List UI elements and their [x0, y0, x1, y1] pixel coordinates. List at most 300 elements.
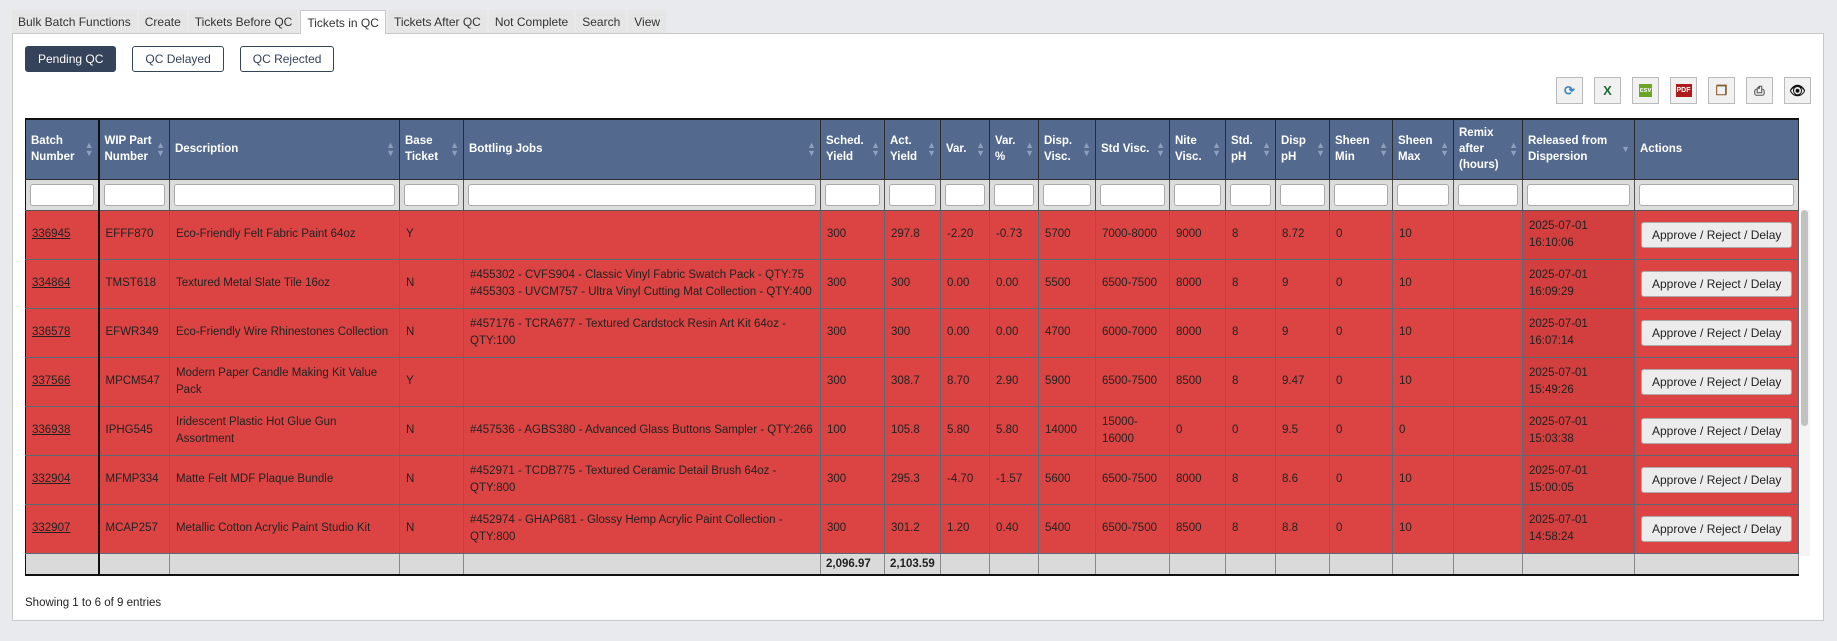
cell-value: 8000	[1176, 326, 1202, 338]
cell-value: Y	[406, 375, 414, 387]
pending-qc-button[interactable]: Pending QC	[25, 46, 116, 72]
column-header-sched-yield[interactable]	[821, 119, 885, 179]
cell-value: MFMP334	[105, 473, 159, 485]
cell-sheen-max	[1393, 455, 1454, 504]
cell-released-from-dispersion	[1523, 455, 1635, 504]
cell-value: Textured Metal Slate Tile 16oz	[176, 277, 331, 289]
cell-bottling-jobs	[464, 308, 821, 357]
cell-std-visc	[1096, 357, 1170, 406]
cell-value: 8	[1232, 375, 1239, 387]
filter-cell	[1330, 179, 1393, 210]
cell-sheen-min	[1330, 455, 1393, 504]
cell-std-ph	[1226, 259, 1276, 308]
column-header-sheen-min[interactable]	[1330, 119, 1393, 179]
cell-actions	[1635, 210, 1799, 259]
cell-batch-number	[26, 406, 99, 455]
sort-icon: ▲ ▼	[1262, 140, 1271, 159]
cell-value: 308.7	[891, 375, 920, 387]
sort-icon: ▲ ▼	[1316, 140, 1325, 159]
refresh-icon: ⟳	[1564, 82, 1575, 98]
cell-base-ticket	[400, 357, 464, 406]
cell-std-visc	[1096, 406, 1170, 455]
cell-released-from-dispersion	[1523, 308, 1635, 357]
cell-batch-number	[26, 357, 99, 406]
cell-base-ticket	[400, 406, 464, 455]
filter-cell	[1276, 179, 1330, 210]
batch-number-link[interactable]: 332907	[32, 522, 71, 534]
qc-rejected-button[interactable]: QC Rejected	[240, 46, 335, 72]
cell-released-from-dispersion	[1523, 259, 1635, 308]
footer-cell	[990, 553, 1039, 575]
cell-value: 8.72	[1282, 228, 1305, 240]
column-label: Sheen Min	[1335, 135, 1370, 164]
cell-value: 0	[1336, 228, 1343, 240]
tab-view[interactable]: View	[628, 10, 666, 33]
cell-value: 0.00	[996, 277, 1019, 289]
cell-value: 0	[1336, 375, 1343, 387]
cell-actions	[1635, 406, 1799, 455]
column-header-std-visc[interactable]	[1096, 119, 1170, 179]
cell-sheen-max	[1393, 259, 1454, 308]
cell-value: 2025-07-01 14:58:24	[1529, 513, 1588, 543]
tab-bulk-batch-functions[interactable]: Bulk Batch Functions	[12, 10, 137, 33]
column-header-released-from-dispersion[interactable]	[1523, 119, 1635, 179]
qc-delayed-button[interactable]: QC Delayed	[132, 46, 223, 72]
column-header-bottling-jobs[interactable]	[464, 119, 821, 179]
batch-number-link[interactable]: 332904	[32, 473, 71, 485]
cell-nite-visc	[1170, 406, 1226, 455]
filter-std-visc-input[interactable]	[1100, 184, 1165, 206]
column-header-std-ph[interactable]	[1226, 119, 1276, 179]
cell-std-ph	[1226, 357, 1276, 406]
cell-nite-visc	[1170, 210, 1226, 259]
filter-cell	[990, 179, 1039, 210]
eye-button[interactable]	[1784, 77, 1811, 104]
approve-reject-delay-button[interactable]: Approve / Reject / Delay	[1641, 271, 1792, 297]
column-header-wip-part-number[interactable]	[99, 119, 170, 179]
copy-button[interactable]	[1708, 77, 1735, 104]
column-header-act-yield[interactable]	[885, 119, 941, 179]
sort-icon: ▲ ▼	[1509, 140, 1518, 159]
cell-value: 0.40	[996, 522, 1019, 534]
filter-bottling-jobs-input[interactable]	[468, 184, 816, 206]
column-label: Batch Number	[31, 135, 75, 164]
cell-value: 5.80	[996, 424, 1019, 436]
cell-value: 9	[1282, 326, 1289, 338]
cell-var	[941, 357, 990, 406]
cell-actions	[1635, 308, 1799, 357]
footer-cell	[941, 553, 990, 575]
filter-disp-ph-input[interactable]	[1280, 184, 1325, 206]
cell-act-yield	[885, 455, 941, 504]
column-header-disp-ph[interactable]	[1276, 119, 1330, 179]
cell-released-from-dispersion	[1523, 504, 1635, 553]
cell-value: 10	[1399, 326, 1412, 338]
cell-value: 8	[1232, 326, 1239, 338]
cell-value: N	[406, 522, 415, 534]
column-label: Bottling Jobs	[469, 143, 543, 156]
cell-sched-yield	[821, 210, 885, 259]
cell-value: 10	[1399, 522, 1412, 534]
column-header-var[interactable]	[990, 119, 1039, 179]
cell-sched-yield	[821, 406, 885, 455]
batch-number-link[interactable]: 334864	[32, 277, 71, 289]
cell-value: EFWR349	[105, 326, 159, 338]
cell-bottling-jobs	[464, 406, 821, 455]
cell-value: Matte Felt MDF Plaque Bundle	[176, 473, 334, 485]
cell-act-yield	[885, 308, 941, 357]
column-label: Actions	[1640, 143, 1683, 156]
filter-batch-number-input[interactable]	[30, 184, 94, 206]
footer-cell	[1170, 553, 1226, 575]
cell-nite-visc	[1170, 504, 1226, 553]
cell-disp-visc	[1039, 357, 1096, 406]
cell-value: 9.5	[1282, 424, 1298, 436]
cell-value: N	[406, 473, 415, 485]
sort-icon: ▲ ▼	[807, 140, 816, 159]
eye-icon: 👁	[1789, 82, 1806, 98]
cell-value: 0	[1336, 522, 1343, 534]
filter-sheen-max-input[interactable]	[1397, 184, 1449, 206]
cell-sched-yield	[821, 308, 885, 357]
cell-std-visc	[1096, 504, 1170, 553]
column-header-sheen-max[interactable]	[1393, 119, 1454, 179]
cell-disp-visc	[1039, 259, 1096, 308]
sort-icon: ▲ ▼	[1082, 140, 1091, 159]
batch-number-link[interactable]: 337566	[32, 375, 71, 387]
cell-remix-after-hours	[1454, 504, 1523, 553]
cell-value: 8	[1232, 473, 1239, 485]
bottling-job: #457536 - AGBS380 - Advanced Glass Buttons Sampler - QTY:266	[470, 424, 813, 436]
cell-wip-part-number	[99, 308, 170, 357]
filter-cell	[99, 179, 170, 210]
cell-var	[990, 455, 1039, 504]
cell-value: 10	[1399, 277, 1412, 289]
cell-value: N	[406, 424, 415, 436]
cell-std-visc	[1096, 308, 1170, 357]
cell-sheen-max	[1393, 357, 1454, 406]
column-header-var[interactable]	[941, 119, 990, 179]
cell-value: 4700	[1045, 326, 1071, 338]
print-icon: ⎙	[1754, 82, 1765, 98]
cell-act-yield	[885, 504, 941, 553]
filter-cell	[821, 179, 885, 210]
filter-remix-after-hours-input[interactable]	[1458, 184, 1518, 206]
cell-released-from-dispersion	[1523, 210, 1635, 259]
cell-disp-visc	[1039, 406, 1096, 455]
cell-disp-ph	[1276, 455, 1330, 504]
cell-var	[990, 308, 1039, 357]
approve-reject-delay-button[interactable]: Approve / Reject / Delay	[1641, 516, 1792, 542]
cell-var	[941, 504, 990, 553]
tab-tickets-after-qc[interactable]: Tickets After QC	[388, 10, 487, 33]
cell-value: 2.90	[996, 375, 1019, 387]
cell-value: 0.00	[947, 277, 970, 289]
filter-var-input[interactable]	[945, 184, 985, 206]
filter-act-yield-input[interactable]	[889, 184, 936, 206]
filter-description-input[interactable]	[174, 184, 395, 206]
bottling-job: #452971 - TCDB775 - Textured Ceramic Detail Brush 64oz - QTY:800	[470, 464, 777, 494]
column-header-remix-after-hours[interactable]	[1454, 119, 1523, 179]
cell-value: 8	[1232, 277, 1239, 289]
cell-value: MCAP257	[105, 522, 158, 534]
sort-icon: ▲ ▼	[1440, 140, 1449, 159]
cell-var	[941, 308, 990, 357]
cell-value: 5.80	[947, 424, 970, 436]
column-header-base-ticket[interactable]	[400, 119, 464, 179]
tab-tickets-in-qc[interactable]: Tickets in QC	[300, 10, 386, 34]
approve-reject-delay-button[interactable]: Approve / Reject / Delay	[1641, 369, 1792, 395]
footer-cell	[1226, 553, 1276, 575]
cell-var	[990, 504, 1039, 553]
filter-cell	[1523, 179, 1635, 210]
pdf-button[interactable]	[1670, 77, 1697, 104]
column-label: Description	[175, 143, 239, 156]
batch-number-link[interactable]: 336938	[32, 424, 71, 436]
copy-icon: ❐	[1715, 82, 1728, 98]
cell-var	[990, 357, 1039, 406]
cell-std-visc	[1096, 210, 1170, 259]
batch-number-link[interactable]: 336578	[32, 326, 71, 338]
qc-tickets-table	[25, 118, 1799, 576]
cell-value: Y	[406, 228, 414, 240]
cell-value: 6500-7500	[1102, 473, 1157, 485]
column-label: Remix after (hours)	[1459, 127, 1499, 172]
cell-disp-ph	[1276, 259, 1330, 308]
cell-base-ticket	[400, 259, 464, 308]
cell-value: 10	[1399, 473, 1412, 485]
sort-desc-icon: ▼	[1621, 144, 1630, 155]
footer-cell: 2,096.97	[821, 553, 885, 575]
cell-value: 300	[827, 326, 847, 338]
filter-disp-visc-input[interactable]	[1043, 184, 1091, 206]
cell-disp-ph	[1276, 357, 1330, 406]
cell-value: 100	[827, 424, 847, 436]
cell-value: N	[406, 277, 415, 289]
approve-reject-delay-button[interactable]: Approve / Reject / Delay	[1641, 320, 1792, 346]
cell-value: 10	[1399, 375, 1412, 387]
cell-released-from-dispersion	[1523, 406, 1635, 455]
column-label: Disp. Visc.	[1044, 135, 1073, 164]
filter-released-from-dispersion-input[interactable]	[1527, 184, 1630, 206]
footer-cell	[1454, 553, 1523, 575]
cell-value: 2025-07-01 16:07:14	[1529, 317, 1588, 347]
column-label: WIP Part Number	[104, 135, 152, 164]
cell-wip-part-number	[99, 357, 170, 406]
column-label: Var. %	[995, 135, 1016, 164]
cell-value: Metallic Cotton Acrylic Paint Studio Kit	[176, 522, 371, 534]
filter-actions-input[interactable]	[1639, 184, 1794, 206]
cell-sheen-max	[1393, 406, 1454, 455]
cell-value: 2025-07-01 16:10:06	[1529, 219, 1588, 249]
filter-cell	[1096, 179, 1170, 210]
cell-value: 5500	[1045, 277, 1071, 289]
cell-description	[170, 406, 400, 455]
cell-value: IPHG545	[105, 424, 153, 436]
cell-value: TMST618	[105, 277, 156, 289]
cell-disp-ph	[1276, 308, 1330, 357]
footer-cell: 2,103.59	[885, 553, 941, 575]
filter-cell	[26, 179, 99, 210]
cell-std-ph	[1226, 504, 1276, 553]
cell-description	[170, 504, 400, 553]
footer-cell	[1330, 553, 1393, 575]
cell-value: 105.8	[891, 424, 920, 436]
cell-actions	[1635, 259, 1799, 308]
approve-reject-delay-button[interactable]: Approve / Reject / Delay	[1641, 222, 1792, 248]
footer-cell	[170, 553, 400, 575]
sort-icon: ▲ ▼	[450, 140, 459, 159]
approve-reject-delay-button[interactable]: Approve / Reject / Delay	[1641, 418, 1792, 444]
cell-sheen-max	[1393, 308, 1454, 357]
cell-value: -2.20	[947, 228, 974, 240]
cell-value: 6500-7500	[1102, 277, 1157, 289]
cell-value: 14000	[1045, 424, 1077, 436]
sort-icon: ▲ ▼	[1156, 140, 1165, 159]
cell-value: 5900	[1045, 375, 1071, 387]
filter-cell	[464, 179, 821, 210]
filter-sched-yield-input[interactable]	[825, 184, 880, 206]
tab-search[interactable]: Search	[576, 10, 626, 33]
cell-value: 8	[1232, 228, 1239, 240]
cell-value: -4.70	[947, 473, 974, 485]
cell-value: 2025-07-01 15:49:26	[1529, 366, 1588, 396]
pdf-icon: PDF	[1676, 84, 1692, 97]
cell-remix-after-hours	[1454, 406, 1523, 455]
cell-value: 1.20	[947, 522, 970, 534]
cell-value: 6500-7500	[1102, 522, 1157, 534]
cell-std-visc	[1096, 259, 1170, 308]
cell-value: 0	[1176, 424, 1183, 436]
column-label: Sched. Yield	[826, 135, 864, 164]
cell-value: 5600	[1045, 473, 1071, 485]
cell-value: 8.6	[1282, 473, 1298, 485]
table-scrollbar[interactable]	[1800, 210, 1810, 556]
cell-remix-after-hours	[1454, 308, 1523, 357]
footer-cell	[1039, 553, 1096, 575]
column-header-description[interactable]	[170, 119, 400, 179]
tab-tickets-before-qc[interactable]: Tickets Before QC	[189, 10, 299, 33]
cell-value: 2025-07-01 15:03:38	[1529, 415, 1588, 445]
cell-bottling-jobs	[464, 455, 821, 504]
excel-button[interactable]	[1594, 77, 1621, 104]
cell-value: Modern Paper Candle Making Kit Value Pack	[176, 366, 378, 396]
cell-value: 0	[1336, 326, 1343, 338]
filter-var-input[interactable]	[994, 184, 1034, 206]
sort-icon: ▲ ▼	[976, 140, 985, 159]
cell-wip-part-number	[99, 259, 170, 308]
refresh-button[interactable]	[1556, 77, 1583, 104]
cell-value: 5700	[1045, 228, 1071, 240]
filter-wip-part-number-input[interactable]	[104, 184, 166, 206]
cell-disp-visc	[1039, 210, 1096, 259]
footer-cell	[400, 553, 464, 575]
cell-description	[170, 210, 400, 259]
footer-cell	[464, 553, 821, 575]
tab-create[interactable]: Create	[139, 10, 187, 33]
cell-sheen-min	[1330, 406, 1393, 455]
column-header-batch-number[interactable]	[26, 119, 99, 179]
cell-var	[990, 259, 1039, 308]
csv-button[interactable]	[1632, 77, 1659, 104]
table-row	[26, 210, 1799, 259]
sort-icon: ▲ ▼	[84, 140, 94, 159]
filter-base-ticket-input[interactable]	[404, 184, 459, 206]
cell-value: 2025-07-01 16:09:29	[1529, 268, 1588, 298]
bottling-job: #455303 - UVCM757 - Ultra Vinyl Cutting Mat Collection - QTY:400	[470, 285, 812, 298]
footer-cell	[1523, 553, 1635, 575]
cell-actions	[1635, 357, 1799, 406]
scrollbar-thumb[interactable]	[1801, 210, 1808, 426]
sort-icon: ▲ ▼	[386, 140, 395, 159]
cell-description	[170, 259, 400, 308]
cell-value: 0.00	[947, 326, 970, 338]
cell-sheen-min	[1330, 504, 1393, 553]
cell-value: 8500	[1176, 522, 1202, 534]
cell-sheen-min	[1330, 259, 1393, 308]
cell-value: 10	[1399, 228, 1412, 240]
column-header-nite-visc[interactable]	[1170, 119, 1226, 179]
cell-base-ticket	[400, 504, 464, 553]
cell-description	[170, 308, 400, 357]
column-label: Std. pH	[1231, 135, 1253, 164]
cell-disp-visc	[1039, 504, 1096, 553]
cell-value: 300	[827, 277, 847, 289]
filter-std-ph-input[interactable]	[1230, 184, 1271, 206]
cell-disp-ph	[1276, 406, 1330, 455]
cell-disp-visc	[1039, 455, 1096, 504]
column-header-disp-visc[interactable]	[1039, 119, 1096, 179]
filter-cell	[170, 179, 400, 210]
cell-description	[170, 357, 400, 406]
cell-sheen-max	[1393, 504, 1454, 553]
column-label: Disp pH	[1281, 135, 1306, 164]
cell-value: Eco-Friendly Felt Fabric Paint 64oz	[176, 228, 356, 240]
print-button[interactable]	[1746, 77, 1773, 104]
column-label: Sheen Max	[1398, 135, 1433, 164]
approve-reject-delay-button[interactable]: Approve / Reject / Delay	[1641, 467, 1792, 493]
excel-icon: X	[1603, 83, 1612, 98]
footer-cell	[99, 553, 170, 575]
tab-not-complete[interactable]: Not Complete	[489, 10, 574, 33]
filter-cell	[1226, 179, 1276, 210]
cell-batch-number	[26, 259, 99, 308]
cell-batch-number	[26, 308, 99, 357]
tickets-in-qc-panel	[12, 33, 1824, 621]
cell-batch-number	[26, 504, 99, 553]
bottling-job: #455302 - CVFS904 - Classic Vinyl Fabric Swatch Pack - QTY:75	[470, 268, 805, 281]
table-row	[26, 406, 1799, 455]
bottling-job: #457176 - TCRA677 - Textured Cardstock Resin Art Kit 64oz - QTY:100	[470, 317, 786, 347]
cell-nite-visc	[1170, 259, 1226, 308]
cell-act-yield	[885, 210, 941, 259]
cell-value: 6500-7500	[1102, 375, 1157, 387]
batch-number-link[interactable]: 336945	[32, 228, 71, 240]
footer-cell	[1635, 553, 1799, 575]
filter-sheen-min-input[interactable]	[1334, 184, 1388, 206]
filter-nite-visc-input[interactable]	[1174, 184, 1221, 206]
cell-base-ticket	[400, 455, 464, 504]
cell-bottling-jobs	[464, 504, 821, 553]
cell-released-from-dispersion	[1523, 357, 1635, 406]
tab-bar	[12, 10, 668, 34]
cell-wip-part-number	[99, 406, 170, 455]
cell-value: Eco-Friendly Wire Rhinestones Collection	[176, 326, 389, 338]
column-header-actions	[1635, 119, 1799, 179]
cell-value: 8.8	[1282, 522, 1298, 534]
cell-value: 300	[827, 522, 847, 534]
cell-value: 0	[1336, 277, 1343, 289]
